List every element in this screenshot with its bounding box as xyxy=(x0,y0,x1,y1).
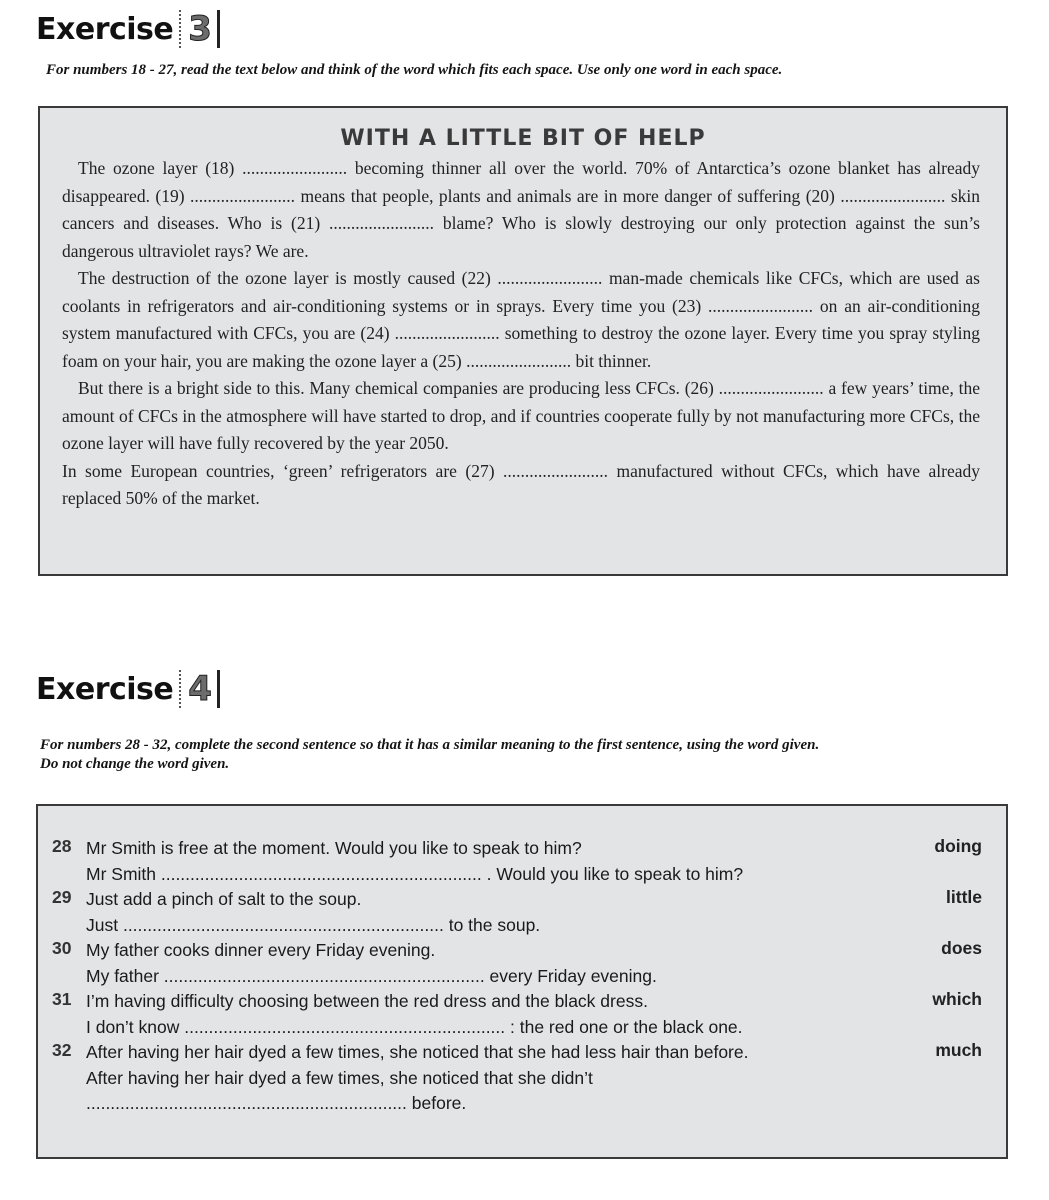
item-sentence: After having her hair dyed a few times, she noticed that she had less hair than before. xyxy=(86,1042,749,1062)
item-answer-line: .................................................................. before. xyxy=(86,1093,467,1113)
transformation-item xyxy=(52,887,982,938)
transformation-item xyxy=(52,989,982,1040)
passage-title: WITH A LITTLE BIT OF HELP xyxy=(340,126,706,151)
item-sentence: Just add a pinch of salt to the soup. xyxy=(86,889,362,909)
exercise-4-box xyxy=(36,804,1008,1159)
exercise-4-instructions-line: For numbers 28 - 32, complete the second sentence so that it has a similar meaning to the first sentence, using the word given. xyxy=(40,737,820,753)
item-keyword: which xyxy=(932,989,982,1009)
item-number: 31 xyxy=(52,989,72,1009)
item-number: 32 xyxy=(52,1040,72,1060)
exercise-4-label: Exercise xyxy=(36,671,174,707)
exercise-4-instructions xyxy=(40,736,1010,774)
passage xyxy=(62,155,980,513)
transformation-list xyxy=(52,836,982,1117)
item-answer-line: Mr Smith .................................................................. . Would you like to speak to him? xyxy=(86,863,744,884)
passage-paragraph: The destruction of the ozone layer is mostly caused (22) ........................ man-made chemicals like CFCs, which are used as coolants in refrigerators and air-conditioning systems or in sprays. Every time you (23) ........................ on an air-conditioning system manufactured with CFCs, you are (24) ........................ something to destroy the ozone layer. Every time you spray styling foam on your hair, you are making the ozone layer a (25) ........................ bit thinner. xyxy=(62,268,980,371)
item-number: 30 xyxy=(52,938,72,958)
exercise-3-instructions: For numbers 18 - 27, read the text below and think of the word which fits each space. Use only one word in each space. xyxy=(46,62,783,78)
exercise-4-instructions-line: Do not change the word given. xyxy=(40,756,230,772)
exercise-4-heading xyxy=(36,670,220,708)
item-answer-line: I don’t know .................................................................. : the red one or the black one. xyxy=(86,1016,743,1037)
transformation-item xyxy=(52,1040,982,1117)
passage-paragraph: The ozone layer (18) ........................ becoming thinner all over the world. 70% of Antarctica’s ozone blanket has already disappeared. (19) ........................ means that people, plants and animals are in more danger of suffering (20) ........................ skin cancers and diseases. Who is (21) ........................ blame? Who is slowly destroying our only protection against the sun’s dangerous ultraviolet rays? We are. xyxy=(62,158,980,261)
exercise-3-number: 3 xyxy=(179,10,220,48)
passage-paragraph: In some European countries, ‘green’ refrigerators are (27) ........................ manufactured without CFCs, which have already replaced 50% of the market. xyxy=(62,460,980,508)
item-number: 28 xyxy=(52,836,72,856)
item-number: 29 xyxy=(52,887,72,907)
exercise-3-heading xyxy=(36,10,220,48)
exercise-3-label: Exercise xyxy=(36,11,174,47)
item-keyword: much xyxy=(935,1040,982,1060)
item-sentence: I’m having difficulty choosing between the red dress and the black dress. xyxy=(86,991,648,1011)
item-answer-line: Just .................................................................. to the soup. xyxy=(86,914,541,935)
item-answer-line: After having her hair dyed a few times, she noticed that she didn’t xyxy=(86,1067,593,1088)
item-sentence: Mr Smith is free at the moment. Would you like to speak to him? xyxy=(86,838,582,858)
item-answer-line: My father .................................................................. every Friday evening. xyxy=(86,965,657,986)
exercise-3-text-box xyxy=(38,106,1008,576)
item-sentence: My father cooks dinner every Friday evening. xyxy=(86,940,436,960)
transformation-item xyxy=(52,938,982,989)
item-keyword: little xyxy=(946,887,982,907)
transformation-item xyxy=(52,836,982,887)
item-keyword: doing xyxy=(934,836,982,856)
exercise-4-number: 4 xyxy=(179,670,220,708)
item-keyword: does xyxy=(941,938,982,958)
passage-paragraph: But there is a bright side to this. Many chemical companies are producing less CFCs. (26) ........................ a few years’ time, the amount of CFCs in the atmosphere will have started to drop, and if countries cooperate fully by not manufacturing more CFCs, the ozone layer will have fully recovered by the year 2050. xyxy=(62,378,980,453)
